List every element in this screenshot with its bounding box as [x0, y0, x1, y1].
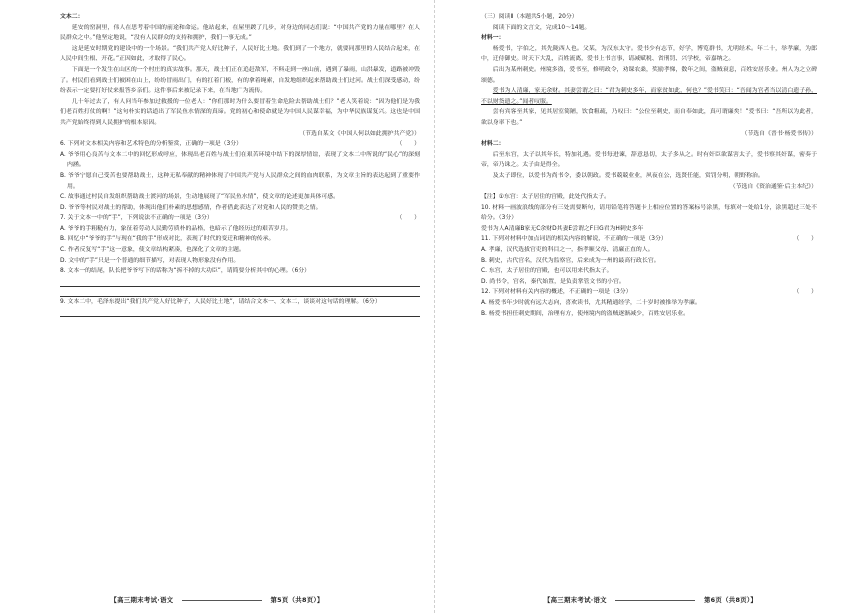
question-11	[481, 234, 817, 245]
option-d: D. 文中的“手”只是一个普通的细节描写，对表现人物形象没有作用。	[60, 257, 240, 264]
answer-paren[interactable]: （ ）	[396, 141, 420, 148]
right-page	[434, 0, 867, 613]
option-d: D. 尚书令，官名，秦代始置，是负责掌管文书的小官。	[481, 278, 625, 285]
question-7	[60, 213, 420, 224]
reading-instruction: 阅读下面的文言文，完成10～14题。	[492, 24, 591, 31]
source-citation: （节选自《资治通鉴·后主本纪》）	[729, 183, 817, 190]
answer-line[interactable]	[60, 277, 420, 287]
sentence-break-options[interactable]: 爱书为人A清廉B家无C余财D其妻E尝谓之F曰G君为H刺史多年	[481, 225, 644, 232]
option-d: D. 爷爷等村民对战士的帮助，体现出他们朴素的思想感情，作者借此表达了对党和人民的赞美之情。	[60, 204, 322, 211]
section-heading: （三）阅读Ⅱ（本题共5小题，20分）	[481, 14, 578, 20]
material-two-label: 材料二：	[481, 141, 505, 148]
option-b: B. 刺史，古代官名，汉代为监察官，后来成为一州的最高行政长官。	[481, 257, 660, 264]
paragraph: 延安的窑洞里，伟人在思考着中国的前途和命运。他站起来，在屋里踱了几步，对身边的同志们说：“中国共产党的力量在哪里？在人民群众之中。”他坚定地说，“没有人民群众的支持和拥护，我们一事无成。”	[60, 24, 420, 42]
question-12	[481, 287, 817, 298]
left-text-column	[60, 12, 420, 317]
option-b: B. 爷爷宁愿自己受苦也要帮助战士，这种无私奉献的精神体现了中国共产党与人民群众之间的血肉联系，为文章主旨的表达起到了重要作用。	[60, 172, 420, 190]
answer-line[interactable]	[60, 287, 420, 297]
question-stem: 7. 关于文本一中的“手”，下列说法不正确的一项是（3分）	[60, 215, 213, 222]
footer-exam-title: 【高三期末考试·语文	[110, 596, 174, 604]
option-a: A. 杨爱书年少时就有远大志向，喜欢读书，尤其精通经学，二十岁时被推举为孝廉。	[481, 300, 701, 307]
question-9	[60, 297, 420, 308]
material-one-label: 材料一：	[481, 35, 505, 42]
footer-page-number: 第6页（共8页）】	[703, 596, 758, 604]
answer-line[interactable]	[60, 307, 420, 317]
footer-page-number: 第5页（共8页）】	[270, 596, 324, 604]
paragraph: 几十年过去了，有人问当年参加过救援的一位老人：“你们那时为什么要冒着生命危险去帮助战士们？”老人笑着说：“因为他们是为我们老百姓打仗的啊！”这句朴实的话道出了军民鱼水情深的真谛。党的初心和使命就是为中国人民谋幸福，为中华民族谋复兴。这也是中国共产党始终得到人民拥护的根本原因。	[60, 98, 420, 126]
option-c: C. 作者反复写“手”这一意象，使文章结构紧凑，也深化了文章的主题。	[60, 247, 245, 254]
question-stem: 11. 下列对材料中加点词语的相关内容的解说，不正确的一项是（3分）	[481, 236, 667, 243]
footer-exam-title: 【高三期末考试·语文	[543, 596, 607, 604]
option-a: A. 孝廉，汉代选拔官吏的科目之一，指孝顺父母、清廉正直的人。	[481, 247, 654, 254]
classical-paragraph: 尝有宾客至其家，见其居室简陋，饮食粗疏，乃叹曰：“公位至刺史，而自奉如此，真可谓廉矣！”爱书曰：“吾所以为此者，欲以身率下也。”	[481, 109, 817, 126]
option-a: A. 爷爷的手粗糙有力，象征着劳动人民勤劳质朴的品格，也暗示了他经历过的艰苦岁月。	[60, 225, 292, 232]
classical-paragraph: 后至东宫，太子以其年长，特加礼遇。爱书每进谏，辞意恳切，太子多从之。时有奸臣欲谋害太子，爱书察其奸谋，密奏于帝，帝乃诛之。太子由是得全。	[481, 151, 817, 169]
question-10	[481, 203, 817, 224]
option-a: A. 爷爷用心良苦与文本二中的回忆形成呼应，体现出老百姓与战士们在艰苦环境中结下的深厚情谊，表现了文本二中所说的“民心”的深刻内涵。	[60, 151, 420, 169]
left-footer	[0, 595, 434, 604]
text-two-heading: 文本二：	[60, 14, 84, 20]
classical-paragraph: 杨爱书，字伯之，其先陇西人也。父某，为汉东太守。爱书少有志节，好学，博览群书，尤明经术。年二十，举孝廉，为郎中，迁侍御史。时天下大乱，百姓流离，爱书上书言事，请减赋税、省刑罚、兴学校，帝嘉纳之。	[481, 45, 817, 63]
footer-divider	[182, 600, 262, 601]
option-c: C. 故事通过村民自发组织帮助战士渡河的场景，生动地展现了“军民鱼水情”，使文章的论述更加具体可感。	[60, 194, 340, 201]
option-b: B. 杨爱书担任刺史期间，治理有方，使州境内的盗贼逐渐减少，百姓安居乐业。	[481, 310, 690, 317]
footer-divider	[615, 600, 695, 601]
answer-paren[interactable]: （ ）	[793, 236, 817, 243]
option-b: B. 回忆中“爷爷的手”与现在“我的手”形成对比，表现了时代的变迁和精神的传承。	[60, 236, 275, 243]
source-citation: （节选自某文《中国人何以如此拥护共产党》）	[299, 130, 420, 137]
right-text-column	[481, 12, 817, 319]
question-8	[60, 266, 420, 277]
question-stem: 12. 下列对材料有关内容的概述，不正确的一项是（3分）	[481, 289, 632, 296]
paragraph: 下面是一个发生在山区的一个村庄的真实故事。那天，战士们正在追赶敌军，不料走到一座山前，遇到了暴雨，山洪暴发，道路被冲毁了。村民们看到战士们被困在山上，纷纷冒雨出门，有的扛着门板，有的拿着绳索，自发地组织起来帮助战士们过河。战士们深受感动，纷纷表示一定要打好仗来报答乡亲们。这件事后来被记录下来，在当地广为流传。	[60, 66, 420, 95]
paragraph: 这是延安时期党的建设中的一个场景。“我们共产党人好比种子，人民好比土地。我们到了一个地方，就要同那里的人民结合起来，在人民中间生根、开花。”正因如此，才取得了民心。	[60, 45, 420, 63]
classical-paragraph: 后出为某州刺史。州境多盗，爱书至，修明政令，劝课农桑，奖励孝悌，数年之间，盗贼衰息，百姓安居乐业。州人为之立碑颂德。	[481, 66, 817, 84]
question-stem: 6. 下列对文本相关内容和艺术特色的分析鉴赏，正确的一项是（3分）	[60, 141, 243, 148]
wavy-underlined-paragraph: 爱书为人清廉，家无余财。其妻尝谓之曰：“君为刺史多年，而家贫如此，何也？”爱书笑曰：“吾闻为官者当以清白遗子孙，不以财货遗之。”闻者叹服。	[481, 88, 817, 105]
question-stem: 10. 材料一画波浪线的部分有三处需要断句，请用铅笔将答题卡上相应位置的答案标号涂黑，每填对一处给1分，涂黑超过三处不给分。（3分）	[481, 204, 817, 222]
annotation-note: 【注】①东宫：太子居住的宫殿，此处代指太子。	[481, 194, 610, 201]
option-c: C. 东宫，太子居住的宫殿，也可以用来代指太子。	[481, 268, 613, 275]
source-citation: （节选自《晋书·杨爱书传》）	[741, 130, 817, 137]
answer-paren[interactable]: （ ）	[793, 289, 817, 296]
right-footer	[434, 595, 867, 604]
question-stem: 9. 文本二中，毛泽东提出“我们共产党人好比种子，人民好比土地”，请结合文本一、文本二，谈谈对这句话的理解。（6分）	[60, 298, 381, 305]
question-stem: 8. 文本一的结尾，队长把爷爷写下的话称为“拆不掉的大功臣”，请简要分析其中的心理。（6分）	[60, 268, 311, 275]
question-6	[60, 139, 420, 150]
answer-paren[interactable]: （ ）	[396, 215, 420, 222]
classical-paragraph: 及太子即位，以爱书为尚书令，委以朝政。爱书兢兢业业，夙夜在公，选贤任能，赏罚分明，朝野称治。	[492, 172, 764, 179]
